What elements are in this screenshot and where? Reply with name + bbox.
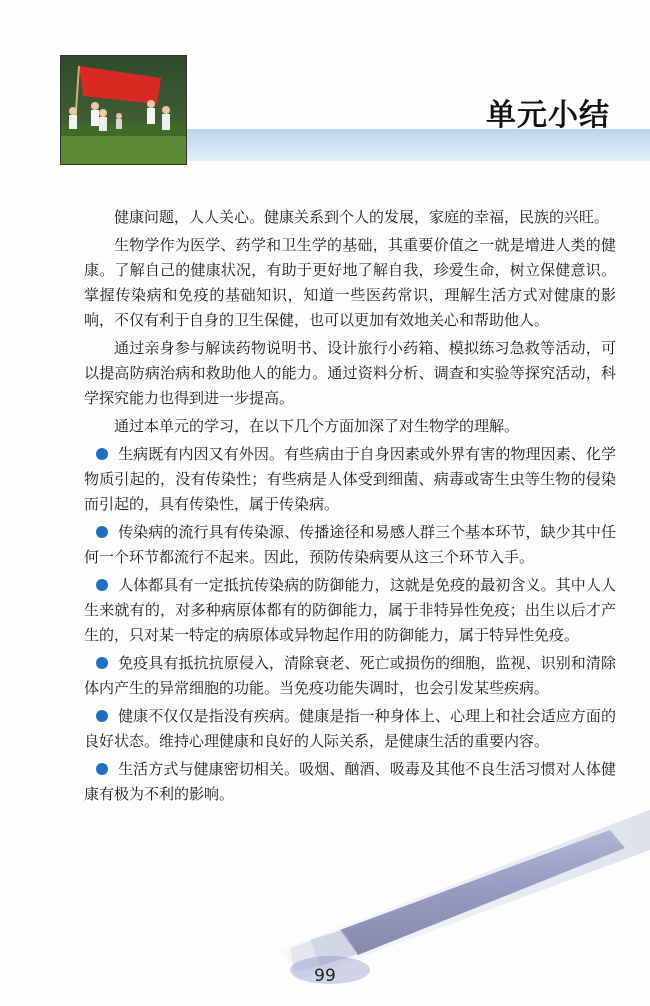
bullet-dot-icon <box>96 710 108 722</box>
header-photo <box>60 55 187 165</box>
paragraph-summary-lead: 通过本单元的学习，在以下几个方面加深了对生物学的理解。 <box>114 417 520 435</box>
bullet-dot-icon <box>96 579 108 591</box>
bullet-item: 免疫具有抵抗抗原侵入，清除衰老、死亡或损伤的细胞，监视、识别和清除体内产生的异常细胞的功能。当免疫功能失调时，也会引发某些疾病。 <box>84 654 616 697</box>
bullet-item: 人体都具有一定抵抗传染病的防御能力，这就是免疫的最初含义。其中人人生来就有的，对多种病原体都有的防御能力，属于非特异性免疫；出生以后才产生的，只对某一特定的病原体或异物起作用的防御能力，属于特异性免疫。 <box>84 576 616 644</box>
paragraph-activities: 通过亲身参与解读药物说明书、设计旅行小药箱、模拟练习急救等活动，可以提高防病治病和救助他人的能力。通过资料分析、调查和实验等探究活动，科学探究能力也得到进一步提高。 <box>84 339 616 407</box>
bullet-item: 健康不仅仅是指没有疾病。健康是指一种身体上、心理上和社会适应方面的良好状态。维持心理健康和良好的人际关系，是健康生活的重要内容。 <box>84 707 616 750</box>
bullet-item: 生病既有内因又有外因。有些病由于自身因素或外界有害的物理因素、化学物质引起的，没有传染性；有些病是人体受到细菌、病毒或寄生虫等生物的侵染而引起的，具有传染性，属于传染病。 <box>84 445 616 513</box>
bullet-item: 生活方式与健康密切相关。吸烟、酗酒、吸毒及其他不良生活习惯对人体健康有极为不利的影响。 <box>84 760 616 803</box>
bullet-item: 传染病的流行具有传染源、传播途径和易感人群三个基本环节，缺少其中任何一个环节都流行不起来。因此，预防传染病要从这三个环节入手。 <box>84 523 616 566</box>
page-number: 99 <box>314 966 336 986</box>
paragraph-intro: 健康问题，人人关心。健康关系到个人的发展，家庭的幸福，民族的兴旺。 <box>114 208 610 226</box>
bullet-dot-icon <box>96 763 108 775</box>
paragraph-biology-value: 生物学作为医学、药学和卫生学的基础，其重要价值之一就是增进人类的健康。了解自己的健康状况，有助于更好地了解自我，珍爱生命，树立保健意识。掌握传染病和免疫的基础知识，知道一些医药常识，理解生活方式对健康的影响，不仅有利于自身的卫生保健，也可以更加有效地关心和帮助他人。 <box>84 236 616 329</box>
body-text <box>84 205 616 810</box>
bullet-dot-icon <box>96 448 108 460</box>
bullet-dot-icon <box>96 526 108 538</box>
section-title: 单元小结 <box>486 98 610 133</box>
bullet-dot-icon <box>96 657 108 669</box>
